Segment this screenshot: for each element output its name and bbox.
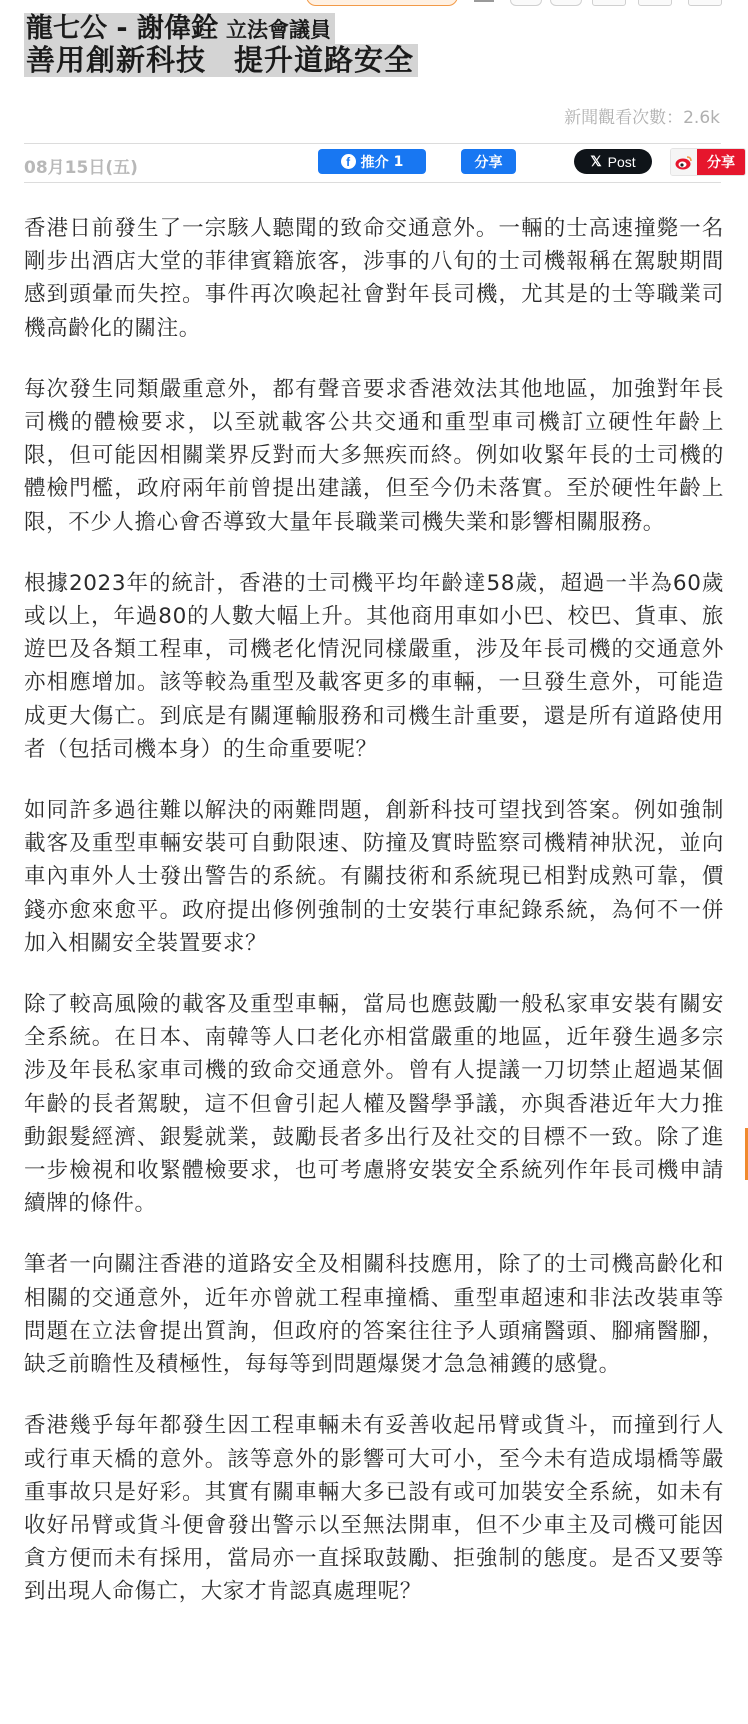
facebook-like-count: 1 [393, 153, 404, 170]
top-square-button[interactable] [638, 0, 672, 6]
facebook-share-button[interactable] [461, 149, 516, 174]
article-meta-bar [24, 143, 735, 183]
title-role: 立法會議員 [226, 18, 332, 42]
top-orange-tab[interactable] [306, 0, 458, 6]
top-square-button[interactable] [688, 0, 722, 6]
x-post-label: Post [607, 153, 636, 170]
top-toolbar-strip [0, 0, 748, 6]
x-logo-icon: 𝕏 [590, 153, 602, 169]
article-paragraph: 每次發生同類嚴重意外，都有聲音要求香港效法其他地區，加強對年長司機的體檢要求，以至就載客公共交通和重型車司機訂立硬性年齡上限，但可能因相關業界反對而大多無疾而終。例如收緊年長的士司機的體檢門檻，政府兩年前曾提出建議，但至今仍未落實。至於硬性年齡上限，不少人擔心會否導致大量年長職業司機失業和影響相關服務。 [24, 376, 724, 535]
article-paragraph: 根據2023年的統計，香港的士司機平均年齡達58歲，超過一半為60歲或以上，年過80的人數大幅上升。其他商用車如小巴、校巴、貨車、旅遊巴及各類工程車，司機老化情況同樣嚴重，涉及年長司機的交通意外亦相應增加。該等較為重型及載客更多的車輛，一旦發生意外，可能造成更大傷亡。到底是有關運輸服務和司機生計重要，還是所有道路使用者（包括司機本身）的生命重要呢？ [24, 570, 724, 762]
article-title [24, 13, 418, 77]
top-square-button[interactable] [592, 0, 626, 6]
title-main-a: 善用創新科技 [26, 43, 207, 78]
facebook-like-button[interactable] [318, 149, 426, 174]
x-post-button[interactable] [574, 149, 652, 174]
view-count: 新聞觀看次數：2.6k [564, 108, 720, 128]
article-body [24, 212, 724, 1637]
top-pill-button[interactable] [510, 0, 542, 6]
article-paragraph: 香港日前發生了一宗駭人聽聞的致命交通意外。一輛的士高速撞斃一名剛步出酒店大堂的菲律賓籍旅客，涉事的八旬的士司機報稱在駕駛期間感到頭暈而失控。事件再次喚起社會對年長司機，尤其是的士等職業司機高齡化的關注。 [24, 216, 724, 341]
weibo-share-button[interactable] [670, 148, 746, 176]
title-headline [24, 44, 418, 77]
article-paragraph: 如同許多過往難以解決的兩難問題，創新科技可望找到答案。例如強制載客及重型車輛安裝可自動限速、防撞及實時監察司機精神狀況，並向車內車外人士發出警告的系統。有關技術和系統現已相對成熟可靠，價錢亦愈來愈平。政府提出修例強制的士安裝行車紀錄系統，為何不一併加入相關安全裝置要求？ [24, 798, 724, 956]
publish-date: 08月15日(五) [24, 158, 138, 178]
top-pill-button[interactable] [550, 0, 582, 6]
article-paragraph: 除了較高風險的載客及重型車輛，當局也應鼓勵一般私家車安裝有關安全系統。在日本、南韓等人口老化亦相當嚴重的地區，近年發生過多宗涉及年長私家車司機的致命交通意外。曾有人提議一刀切禁止超過某個年齡的長者駕駛，這不但會引起人權及醫學爭議，亦與香港近年大力推動銀髮經濟、銀髮就業，鼓勵長者多出行及社交的目標不一致。除了進一步檢視和收緊體檢要求，也可考慮將安裝安全系統列作年長司機申請續牌的條件。 [24, 992, 724, 1217]
weibo-share-label: 分享 [697, 149, 745, 175]
title-author-line [24, 13, 335, 44]
top-gray-bar [474, 0, 494, 2]
facebook-like-label: 推介 [360, 154, 389, 171]
weibo-icon [671, 149, 697, 175]
facebook-icon: f [341, 154, 356, 169]
article-paragraph: 香港幾乎每年都發生因工程車輛未有妥善收起吊臂或貨斗，而撞到行人或行車天橋的意外。該等意外的影響可大可小，至今未有造成塌橋等嚴重事故只是好彩。其實有關車輛大多已設有或可加裝安全系統，如未有收好吊臂或貨斗便會發出警示以至無法開車，但不少車主及司機可能因貪方便而未有採用，當局亦一直採取鼓勵、拒強制的態度。是否又要等到出現人命傷亡，大家才肯認真處理呢？ [24, 1413, 724, 1605]
title-main-b: 提升道路安全 [234, 43, 415, 78]
facebook-share-label: 分享 [474, 154, 503, 171]
title-author: 龍七公 - 謝偉銓 [26, 13, 219, 44]
article-paragraph: 筆者一向關注香港的道路安全及相關科技應用，除了的士司機高齡化和相關的交通意外，近年亦曾就工程車撞橋、重型車超速和非法改裝車等問題在立法會提出質詢，但政府的答案往往予人頭痛醫頭、腳痛醫腳，缺乏前瞻性及積極性，每每等到問題爆煲才急急補鑊的感覺。 [24, 1252, 724, 1378]
